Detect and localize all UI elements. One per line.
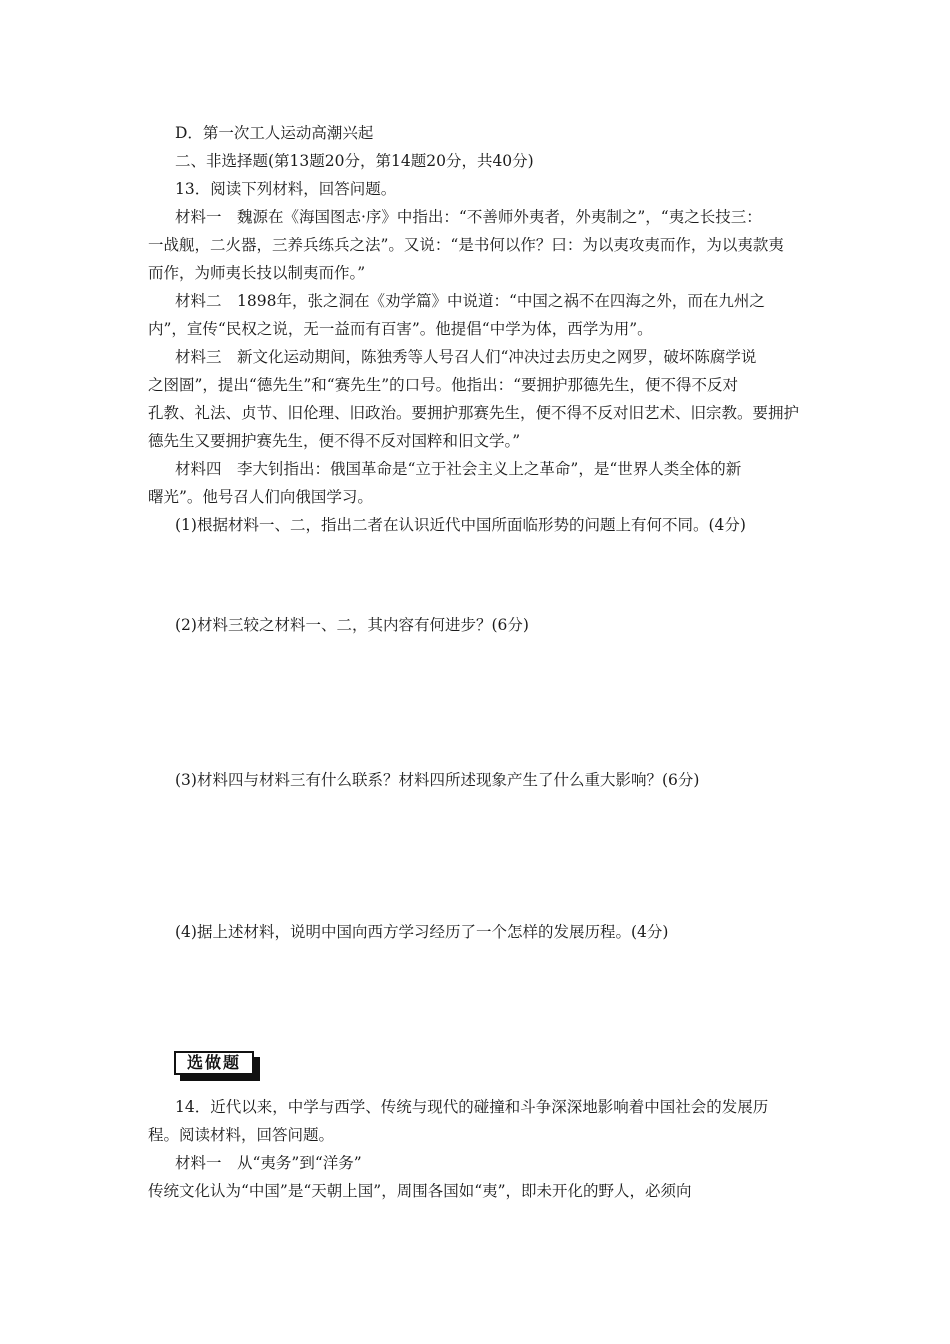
sub-question-2: (2)材料三较之材料一、二，其内容有何进步？(6分) [175, 616, 529, 634]
sub-question-1: (1)根据材料一、二，指出二者在认识近代中国所面临形势的问题上有何不同。(4分) [175, 516, 746, 534]
q14-material-1-title: 材料一 从“夷务”到“洋务” [175, 1154, 362, 1172]
q14-material-1-text: 传统文化认为“中国”是“天朝上国”，周围各国如“夷”，即未开化的野人，必须向 [148, 1182, 692, 1200]
material-1-line-3: 而作，为师夷长技以制夷而作。” [148, 264, 366, 282]
material-3-line-3: 孔教、礼法、贞节、旧伦理、旧政治。要拥护那赛先生，便不得不反对旧艺术、旧宗教。要拥护 [148, 404, 800, 422]
material-1-line-2: 一战舰，二火器，三养兵练兵之法”。又说：“是书何以作？曰：为以夷攻夷而作，为以夷款夷 [148, 236, 784, 254]
sub-question-3: (3)材料四与材料三有什么联系？材料四所述现象产生了什么重大影响？(6分) [175, 771, 700, 789]
material-3-line-2: 之囹圄”，提出“德先生”和“赛先生”的口号。他指出：“要拥护那德先生，便不得不反对 [148, 376, 739, 394]
sub-question-4: (4)据上述材料，说明中国向西方学习经历了一个怎样的发展历程。(4分) [175, 923, 669, 941]
material-4-line-1: 材料四 李大钊指出：俄国革命是“立于社会主义上之革命”，是“世界人类全体的新 [175, 460, 742, 478]
material-3-line-4: 德先生又要拥护赛先生，便不得不反对国粹和旧文学。” [148, 432, 521, 450]
material-3-line-1: 材料三 新文化运动期间，陈独秀等人号召人们“冲决过去历史之网罗，破坏陈腐学说 [175, 348, 757, 366]
material-2-line-2: 内”，宣传“民权之说，无一益而有百害”。他提倡“中学为体，西学为用”。 [148, 320, 653, 338]
badge-label: 选做题 [174, 1051, 254, 1075]
question-13-stem: 13．阅读下列材料，回答问题。 [175, 180, 397, 198]
material-2-line-1: 材料二 1898年，张之洞在《劝学篇》中说道：“中国之祸不在四海之外，而在九州之 [175, 292, 765, 310]
section-heading: 二、非选择题(第13题20分，第14题20分，共40分) [175, 152, 534, 170]
elective-badge [174, 1051, 260, 1081]
material-4-line-2: 曙光”。他号召人们向俄国学习。 [148, 488, 373, 506]
question-14-line-1: 14．近代以来，中学与西学、传统与现代的碰撞和斗争深深地影响着中国社会的发展历 [175, 1098, 769, 1116]
question-14-line-2: 程。阅读材料，回答问题。 [148, 1126, 335, 1144]
option-d: D．第一次工人运动高潮兴起 [175, 124, 374, 142]
material-1-line-1: 材料一 魏源在《海国图志·序》中指出：“不善师外夷者，外夷制之”，“夷之长技三： [175, 208, 762, 226]
